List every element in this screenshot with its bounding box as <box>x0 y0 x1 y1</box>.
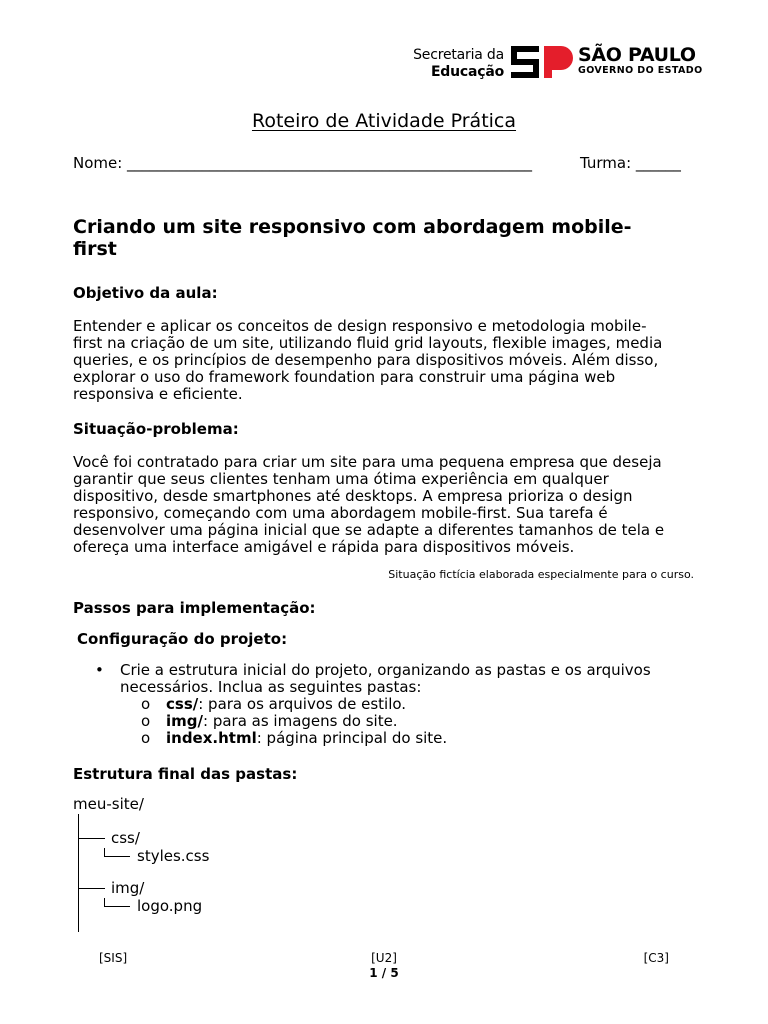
logo-secretaria <box>390 47 504 81</box>
bullet-item <box>120 662 651 696</box>
tree-css-folder: css/ <box>111 829 140 847</box>
footer-center: [U2] <box>371 951 397 965</box>
situacao-line: garantir que seus clientes tenham uma ótima experiência em qualquer <box>73 470 609 488</box>
sub-item-text: : para as imagens do site. <box>203 712 398 730</box>
sub-item-text: : para os arquivos de estilo. <box>198 695 407 713</box>
main-heading <box>73 216 632 260</box>
sub-marker: o <box>141 729 151 747</box>
logo-sao-paulo <box>578 45 703 77</box>
nome-field: Nome: ______________________________________________________ <box>73 154 533 172</box>
sp-logo-icon <box>511 46 573 78</box>
sub-item-text: : página principal do site. <box>256 729 448 747</box>
situacao-note: Situação fictícia elaborada especialmente para o curso. <box>388 568 694 581</box>
tree-css-file: styles.css <box>137 847 210 865</box>
sub-item-bold: index.html <box>166 729 257 747</box>
logo-secretaria-label: Secretaria da <box>413 47 504 63</box>
passos-heading: Passos para implementação: <box>73 599 316 617</box>
objetivo-line: queries, e os princípios de desempenho para dispositivos móveis. Além disso, <box>73 351 659 369</box>
turma-field: Turma: ______ <box>580 154 681 172</box>
objetivo-line: Entender e aplicar os conceitos de design responsivo e metodologia mobile- <box>73 317 647 335</box>
main-heading-line2: first <box>73 238 117 260</box>
sub-list <box>141 696 447 747</box>
tree-img-file: logo.png <box>137 897 203 915</box>
situacao-line: dispositivo, desde smartphones até desktops. A empresa prioriza o design <box>73 487 633 505</box>
sub-list-item <box>141 696 447 713</box>
bullet-line: necessários. Inclua as seguintes pastas: <box>120 678 422 696</box>
tree-branch-line <box>78 888 105 889</box>
tree-subbranch-horizontal <box>104 856 130 857</box>
situacao-paragraph <box>73 454 664 556</box>
estrutura-heading: Estrutura final das pastas: <box>73 765 298 783</box>
configuracao-subheading: Configuração do projeto: <box>77 630 288 648</box>
tree-root: meu-site/ <box>73 795 144 813</box>
sub-item-bold: css/ <box>166 695 199 713</box>
bullet-line: Crie a estrutura inicial do projeto, organizando as pastas e os arquivos <box>120 661 651 679</box>
tree-branch-line <box>78 838 105 839</box>
situacao-line: ofereça uma interface amigável e rápida para dispositivos móveis. <box>73 538 575 556</box>
tree-subbranch-vertical <box>104 898 105 906</box>
situacao-heading: Situação-problema: <box>73 420 239 438</box>
objetivo-line: responsiva e eficiente. <box>73 385 243 403</box>
bullet-marker: • <box>95 661 104 679</box>
objetivo-paragraph <box>73 318 662 403</box>
sub-marker: o <box>141 712 151 730</box>
sub-list-item <box>141 713 447 730</box>
page-number: 1 / 5 <box>369 966 399 980</box>
footer-right: [C3] <box>643 951 669 965</box>
tree-img-folder: img/ <box>111 879 145 897</box>
objetivo-line: explorar o uso do framework foundation para construir uma página web <box>73 368 616 386</box>
situacao-line: Você foi contratado para criar um site para uma pequena empresa que deseja <box>73 453 662 471</box>
sub-list-item <box>141 730 447 747</box>
page-title: Roteiro de Atividade Prática <box>251 110 517 132</box>
tree-subbranch-vertical <box>104 848 105 856</box>
objetivo-line: first na criação de um site, utilizando fluid grid layouts, flexible images, media <box>73 334 663 352</box>
logo-sao-paulo-label: SÃO PAULO <box>578 44 696 66</box>
objetivo-heading: Objetivo da aula: <box>73 284 218 302</box>
sub-item-bold: img/ <box>166 712 203 730</box>
situacao-line: desenvolver uma página inicial que se adapte a diferentes tamanhos de tela e <box>73 521 665 539</box>
sub-marker: o <box>141 695 151 713</box>
logo-educacao-label: Educação <box>430 64 504 80</box>
tree-trunk-line <box>78 814 79 932</box>
logo-governo-label: GOVERNO DO ESTADO <box>578 65 703 76</box>
footer-left: [SIS] <box>99 951 128 965</box>
main-heading-line1: Criando um site responsivo com abordagem mobile- <box>73 216 632 238</box>
tree-subbranch-horizontal <box>104 906 130 907</box>
situacao-line: responsivo, começando com uma abordagem mobile-first. Sua tarefa é <box>73 504 608 522</box>
